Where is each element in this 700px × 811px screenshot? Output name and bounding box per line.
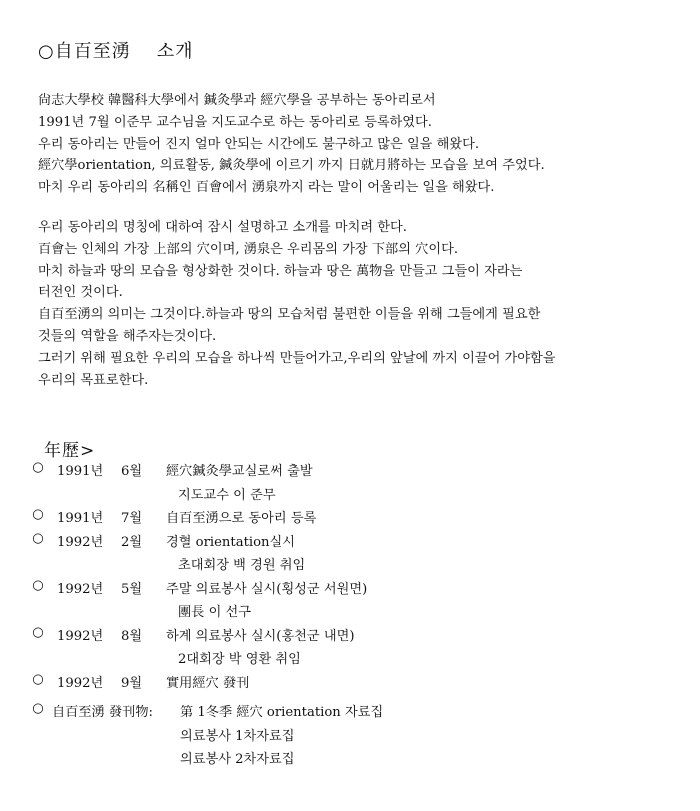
text-line: 마치 하늘과 땅의 모습을 형상화한 것이다. 하늘과 땅은 萬物을 만들고 그들이 자라는: [38, 263, 523, 279]
entry-event: 實用經穴 發刊: [166, 675, 250, 691]
entry-month: 2월: [121, 534, 143, 550]
circle-bullet-icon: ○: [32, 530, 44, 546]
text-line: 우리의 목표로한다.: [38, 372, 149, 388]
page-title: [38, 37, 194, 63]
publication-item: 의료봉사 1차자료집: [180, 728, 295, 744]
entry-year: 1992년: [57, 675, 104, 691]
entry-event: 경혈 orientation실시: [166, 534, 296, 550]
circle-icon: ○: [38, 41, 55, 62]
title-word: 소개: [156, 41, 194, 62]
text-line: 그러기 위해 필요한 우리의 모습을 하나씩 만들어가고,우리의 앞날에 까지 이끌어 가야함을: [38, 350, 556, 366]
circle-bullet-icon: ○: [32, 577, 44, 593]
entry-event: 經穴鍼灸學교실로써 출발: [166, 464, 313, 479]
meaning-paragraph: [38, 217, 555, 391]
text-line: 自百至湧의 의미는 그것이다.하늘과 땅의 모습처럼 불편한 이들을 위해 그들에게 필요한: [38, 307, 541, 323]
entry-event: 하계 의료봉사 실시(홍천군 내면): [166, 628, 355, 644]
entry-month: 8월: [121, 628, 143, 644]
history-heading: 年歷>: [44, 441, 96, 461]
entry-year: 1992년: [57, 628, 104, 644]
entry-event: 自百至湧으로 동아리 등록: [166, 511, 317, 526]
text-line: 百會는 인체의 가장 上部의 穴이며, 湧泉은 우리몸의 가장 下部의 穴이다.: [38, 241, 459, 257]
publication-item: 第 1冬季 經穴 orientation 자료집: [180, 705, 384, 720]
entry-detail: 초대회장 백 경원 취임: [178, 558, 306, 573]
publication-item: 의료봉사 2차자료집: [180, 752, 295, 767]
entry-detail: 지도교수 이 준무: [178, 487, 276, 503]
club-name: 自百至湧: [54, 41, 131, 62]
entry-year: 1991년: [57, 464, 104, 479]
entry-detail: 團長 이 선구: [178, 605, 251, 620]
entry-detail: 2대회장 박 영환 취임: [178, 652, 301, 667]
entry-year: 1992년: [57, 534, 104, 550]
text-line: 尙志大學校 韓醫科大學에서 鍼灸學과 經穴學을 공부하는 동아리로서: [38, 93, 436, 108]
circle-bullet-icon: ○: [32, 460, 44, 475]
entry-month: 5월: [121, 581, 143, 597]
entry-year: 1992년: [57, 581, 104, 597]
text-line: 1991년 7월 이준무 교수님을 지도교수로 하는 동아리로 등록하였다.: [38, 114, 432, 130]
text-line: 우리 동아리는 만들어 진지 얼마 안되는 시간에도 불구하고 많은 일을 해왔다.: [38, 136, 480, 152]
entry-month: 9월: [121, 675, 143, 691]
circle-bullet-icon: ○: [32, 701, 44, 716]
publications-label: 自百至湧 發刊物:: [52, 705, 153, 720]
text-line: 마치 우리 동아리의 名稱인 百會에서 湧泉까지 라는 말이 어울리는 일을 해왔다.: [38, 180, 495, 196]
entry-year: 1991년: [57, 511, 104, 526]
circle-bullet-icon: ○: [32, 507, 44, 522]
text-line: 것들의 역할을 해주자는것이다.: [38, 328, 217, 344]
text-line: 經穴學orientation, 의료활동, 鍼灸學에 이르기 까지 日就月將하는 모습을 보여 주었다.: [38, 158, 545, 174]
intro-paragraph: [38, 90, 545, 199]
text-line: 터전인 것이다.: [38, 285, 123, 301]
entry-month: 6월: [121, 464, 143, 479]
circle-bullet-icon: ○: [32, 624, 44, 640]
text-line: 우리 동아리의 명칭에 대하여 잠시 설명하고 소개를 마치려 한다.: [38, 220, 407, 235]
entry-event: 주말 의료봉사 실시(횡성군 서원면): [166, 581, 368, 597]
circle-bullet-icon: ○: [32, 671, 44, 687]
entry-month: 7월: [121, 511, 143, 526]
